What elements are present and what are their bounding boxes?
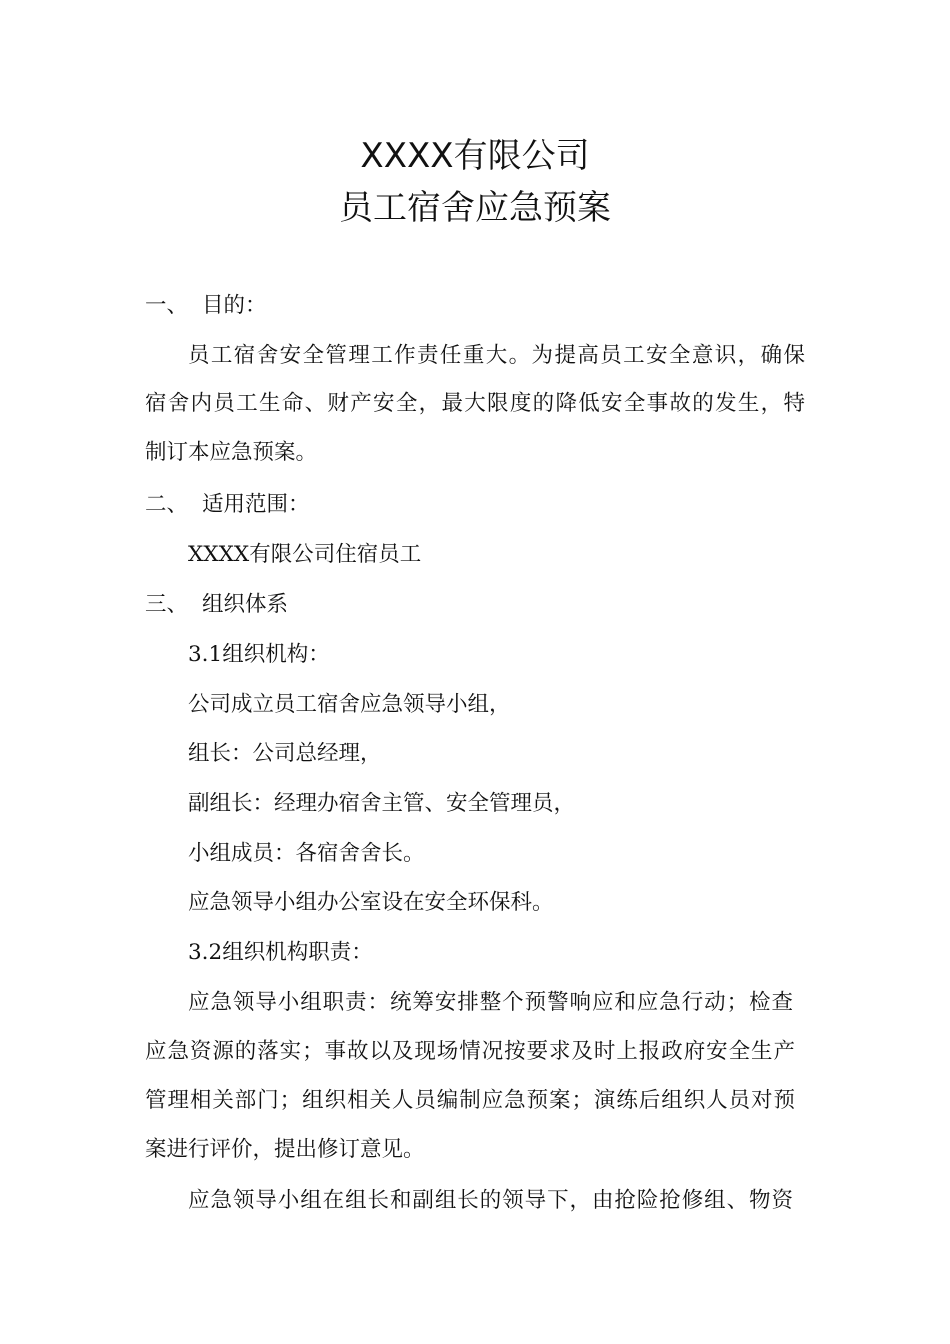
duty-line: 管理相关部门；组织相关人员编制应急预案；演练后组织人员对预 [145, 1088, 795, 1113]
subsection-heading: 3.1组织机构： [188, 642, 330, 667]
section-heading-text: 目的： [202, 293, 267, 318]
section-heading-organization [145, 587, 288, 618]
org-line: 组长：公司总经理， [188, 741, 382, 766]
duty-line: 应急领导小组在组长和副组长的领导下，由抢险抢修组、物资 [188, 1188, 793, 1213]
purpose-line: 员工宿舍安全管理工作责任重大。为提高员工安全意识，确保 [188, 343, 805, 368]
section-heading-purpose [145, 288, 267, 319]
subsection-heading: 3.2组织机构职责： [188, 940, 373, 965]
section-number: 一、 [145, 293, 189, 318]
section-heading-scope [145, 487, 310, 518]
org-line: 应急领导小组办公室设在安全环保科。 [188, 890, 554, 915]
duty-line: 案进行评价，提出修订意见。 [145, 1137, 425, 1162]
purpose-line: 制订本应急预案。 [145, 440, 318, 465]
section-number: 三、 [145, 592, 189, 617]
document-title: 员工宿舍应急预案 [339, 188, 611, 228]
org-line: 公司成立员工宿舍应急领导小组， [188, 692, 511, 717]
section-number: 二、 [145, 492, 189, 517]
purpose-line: 宿舍内员工生命、财产安全，最大限度的降低安全事故的发生，特 [145, 391, 805, 416]
duty-line: 应急资源的落实；事故以及现场情况按要求及时上报政府安全生产 [145, 1039, 795, 1064]
scope-text: XXXX有限公司住宿员工 [188, 542, 422, 567]
org-line: 副组长：经理办宿舍主管、安全管理员， [188, 791, 576, 816]
duty-line: 应急领导小组职责：统筹安排整个预警响应和应急行动；检查 [188, 990, 793, 1015]
org-line: 小组成员：各宿舍舍长。 [188, 841, 425, 866]
section-heading-text: 适用范围： [202, 492, 310, 517]
company-title: XXXX有限公司 [360, 136, 590, 176]
section-heading-text: 组织体系 [202, 592, 289, 617]
